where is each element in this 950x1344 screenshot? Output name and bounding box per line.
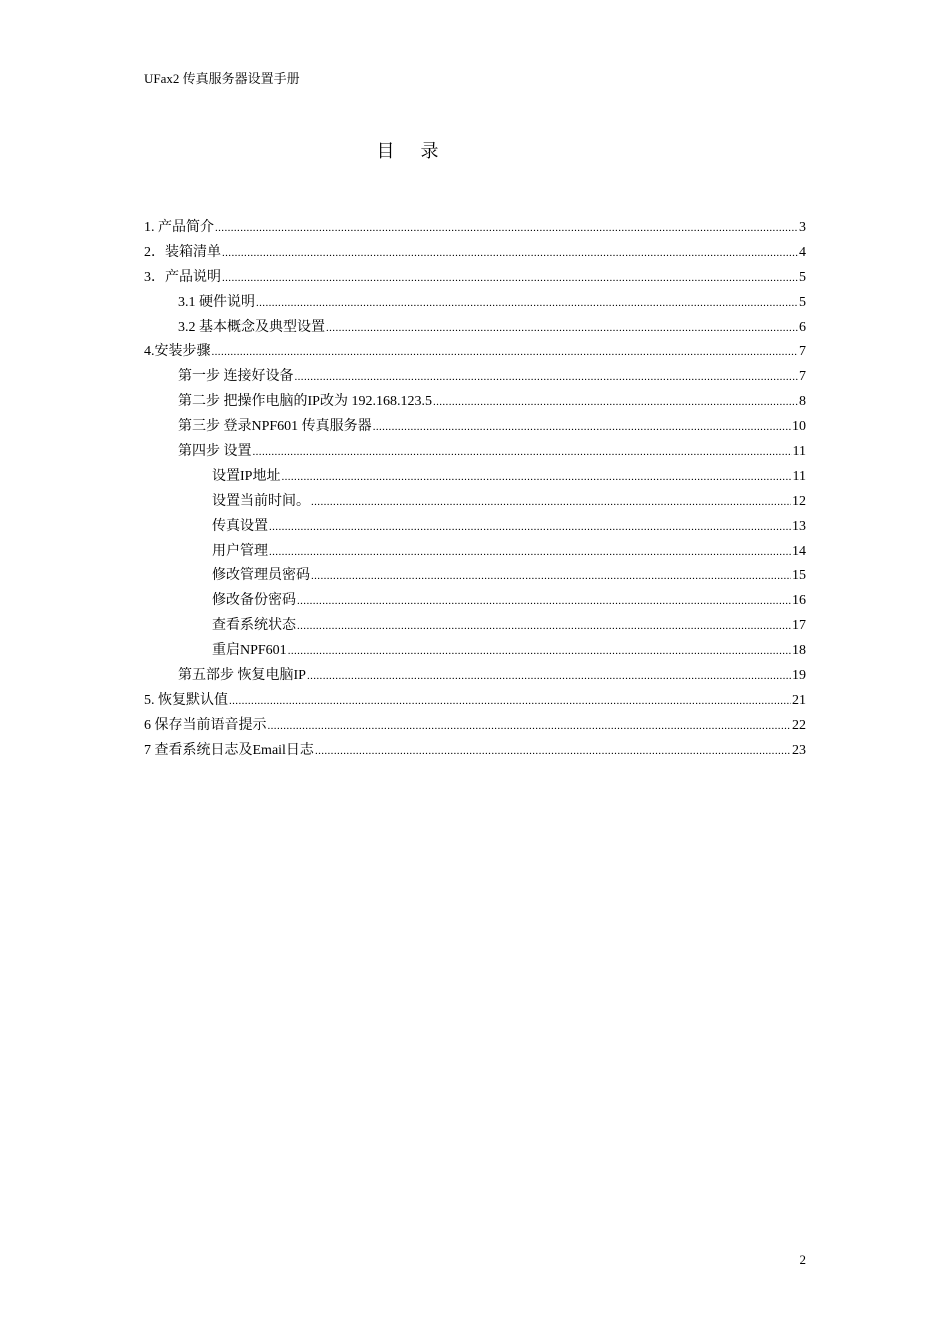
toc-entry-page: 23 — [792, 742, 806, 758]
toc-entry[interactable] — [144, 415, 806, 440]
toc-entry-page: 18 — [792, 643, 806, 659]
toc-entry[interactable] — [144, 739, 806, 764]
toc-entry[interactable] — [144, 490, 806, 515]
dot-leader — [281, 465, 791, 490]
dot-leader — [222, 266, 798, 291]
toc-entry-title: 修改备份密码 — [212, 593, 296, 609]
dot-leader — [295, 365, 799, 390]
toc-entry-title: 设置IP地址 — [212, 468, 281, 484]
toc-entry-page: 17 — [792, 618, 806, 634]
toc-entry-title: 5. 恢复默认值 — [144, 692, 228, 708]
document-header: UFax2 传真服务器设置手册 — [144, 71, 300, 86]
dot-leader — [326, 316, 798, 341]
dot-leader — [311, 490, 791, 515]
toc-entry[interactable] — [144, 216, 806, 241]
toc-entry-page: 12 — [792, 493, 806, 509]
toc-entry-page: 11 — [792, 444, 806, 460]
toc-entry[interactable] — [144, 614, 806, 639]
toc-entry[interactable] — [144, 540, 806, 565]
toc-entry-page: 11 — [792, 468, 806, 484]
toc-entry-title: 3.2 基本概念及典型设置 — [178, 319, 325, 335]
toc-entry-title: 第一步 连接好设备 — [178, 369, 294, 385]
toc-entry[interactable] — [144, 291, 806, 316]
toc-entry[interactable] — [144, 241, 806, 266]
toc-entry-title: 设置当前时间。 — [212, 493, 310, 509]
toc-entry-page: 3 — [799, 220, 806, 235]
page-number: 2 — [799, 1252, 806, 1267]
toc-entry-title: 修改管理员密码 — [212, 568, 310, 584]
toc-entry-title: 1. 产品简介 — [144, 220, 214, 235]
toc-entry[interactable] — [144, 340, 806, 365]
toc-entry-title: 传真设置 — [212, 518, 268, 534]
toc-entry-title: 6 保存当前语音提示 — [144, 717, 267, 733]
toc-entry-page: 8 — [799, 394, 806, 410]
toc-entry-title: 第五部步 恢复电脑IP — [178, 668, 306, 684]
dot-leader — [433, 390, 798, 415]
toc-entry-title: 第四步 设置 — [178, 444, 252, 460]
toc-entry-page: 19 — [792, 668, 806, 684]
toc-entry[interactable] — [144, 465, 806, 490]
toc-entry-page: 16 — [792, 593, 806, 609]
toc-entry-page: 4 — [799, 244, 806, 260]
dot-leader — [297, 589, 791, 614]
toc-entry-title: 3.1 硬件说明 — [178, 294, 255, 310]
toc-entry[interactable] — [144, 689, 806, 714]
dot-leader — [256, 291, 798, 316]
dot-leader — [307, 664, 791, 689]
toc-entry-page: 7 — [799, 369, 806, 385]
toc-entry[interactable] — [144, 440, 806, 465]
toc-entry-page: 5 — [799, 294, 806, 310]
dot-leader — [288, 639, 791, 664]
toc-entry[interactable] — [144, 515, 806, 540]
toc-entry-page: 7 — [799, 344, 806, 360]
toc-entry-title: 第三步 登录NPF601 传真服务器 — [178, 419, 372, 435]
toc-entry[interactable] — [144, 365, 806, 390]
toc-entry-title: 重启NPF601 — [212, 643, 287, 659]
dot-leader — [215, 216, 798, 241]
toc-entry-page: 5 — [799, 269, 806, 285]
dot-leader — [311, 564, 791, 589]
toc-entry[interactable] — [144, 639, 806, 664]
dot-leader — [222, 241, 798, 266]
toc-entry[interactable] — [144, 589, 806, 614]
toc-entry-title: 查看系统状态 — [212, 618, 296, 634]
toc-title: 目录 — [376, 141, 465, 162]
toc-entry-page: 14 — [792, 543, 806, 559]
toc-entry-title: 4.安装步骤 — [144, 344, 211, 360]
toc-entry-page: 21 — [792, 692, 806, 708]
dot-leader — [297, 614, 791, 639]
dot-leader — [269, 540, 791, 565]
toc-entry-page: 15 — [792, 568, 806, 584]
toc-entry-page: 22 — [792, 717, 806, 733]
dot-leader — [253, 440, 792, 465]
toc-entry-title: 2．装箱清单 — [144, 244, 221, 260]
table-of-contents — [144, 216, 806, 764]
toc-entry-title: 7 查看系统日志及Email日志 — [144, 742, 314, 758]
dot-leader — [269, 515, 791, 540]
toc-entry[interactable] — [144, 664, 806, 689]
toc-entry-page: 13 — [792, 518, 806, 534]
dot-leader — [212, 340, 799, 365]
toc-entry-page: 6 — [799, 319, 806, 335]
toc-entry-title: 用户管理 — [212, 543, 268, 559]
toc-entry[interactable] — [144, 316, 806, 341]
toc-entry[interactable] — [144, 564, 806, 589]
toc-entry[interactable] — [144, 714, 806, 739]
toc-entry-title: 第二步 把操作电脑的IP改为 192.168.123.5 — [178, 394, 432, 410]
dot-leader — [315, 739, 791, 764]
dot-leader — [373, 415, 791, 440]
dot-leader — [229, 689, 791, 714]
toc-entry[interactable] — [144, 390, 806, 415]
toc-entry-title: 3．产品说明 — [144, 269, 221, 285]
dot-leader — [268, 714, 792, 739]
toc-entry-page: 10 — [792, 419, 806, 435]
toc-entry[interactable] — [144, 266, 806, 291]
